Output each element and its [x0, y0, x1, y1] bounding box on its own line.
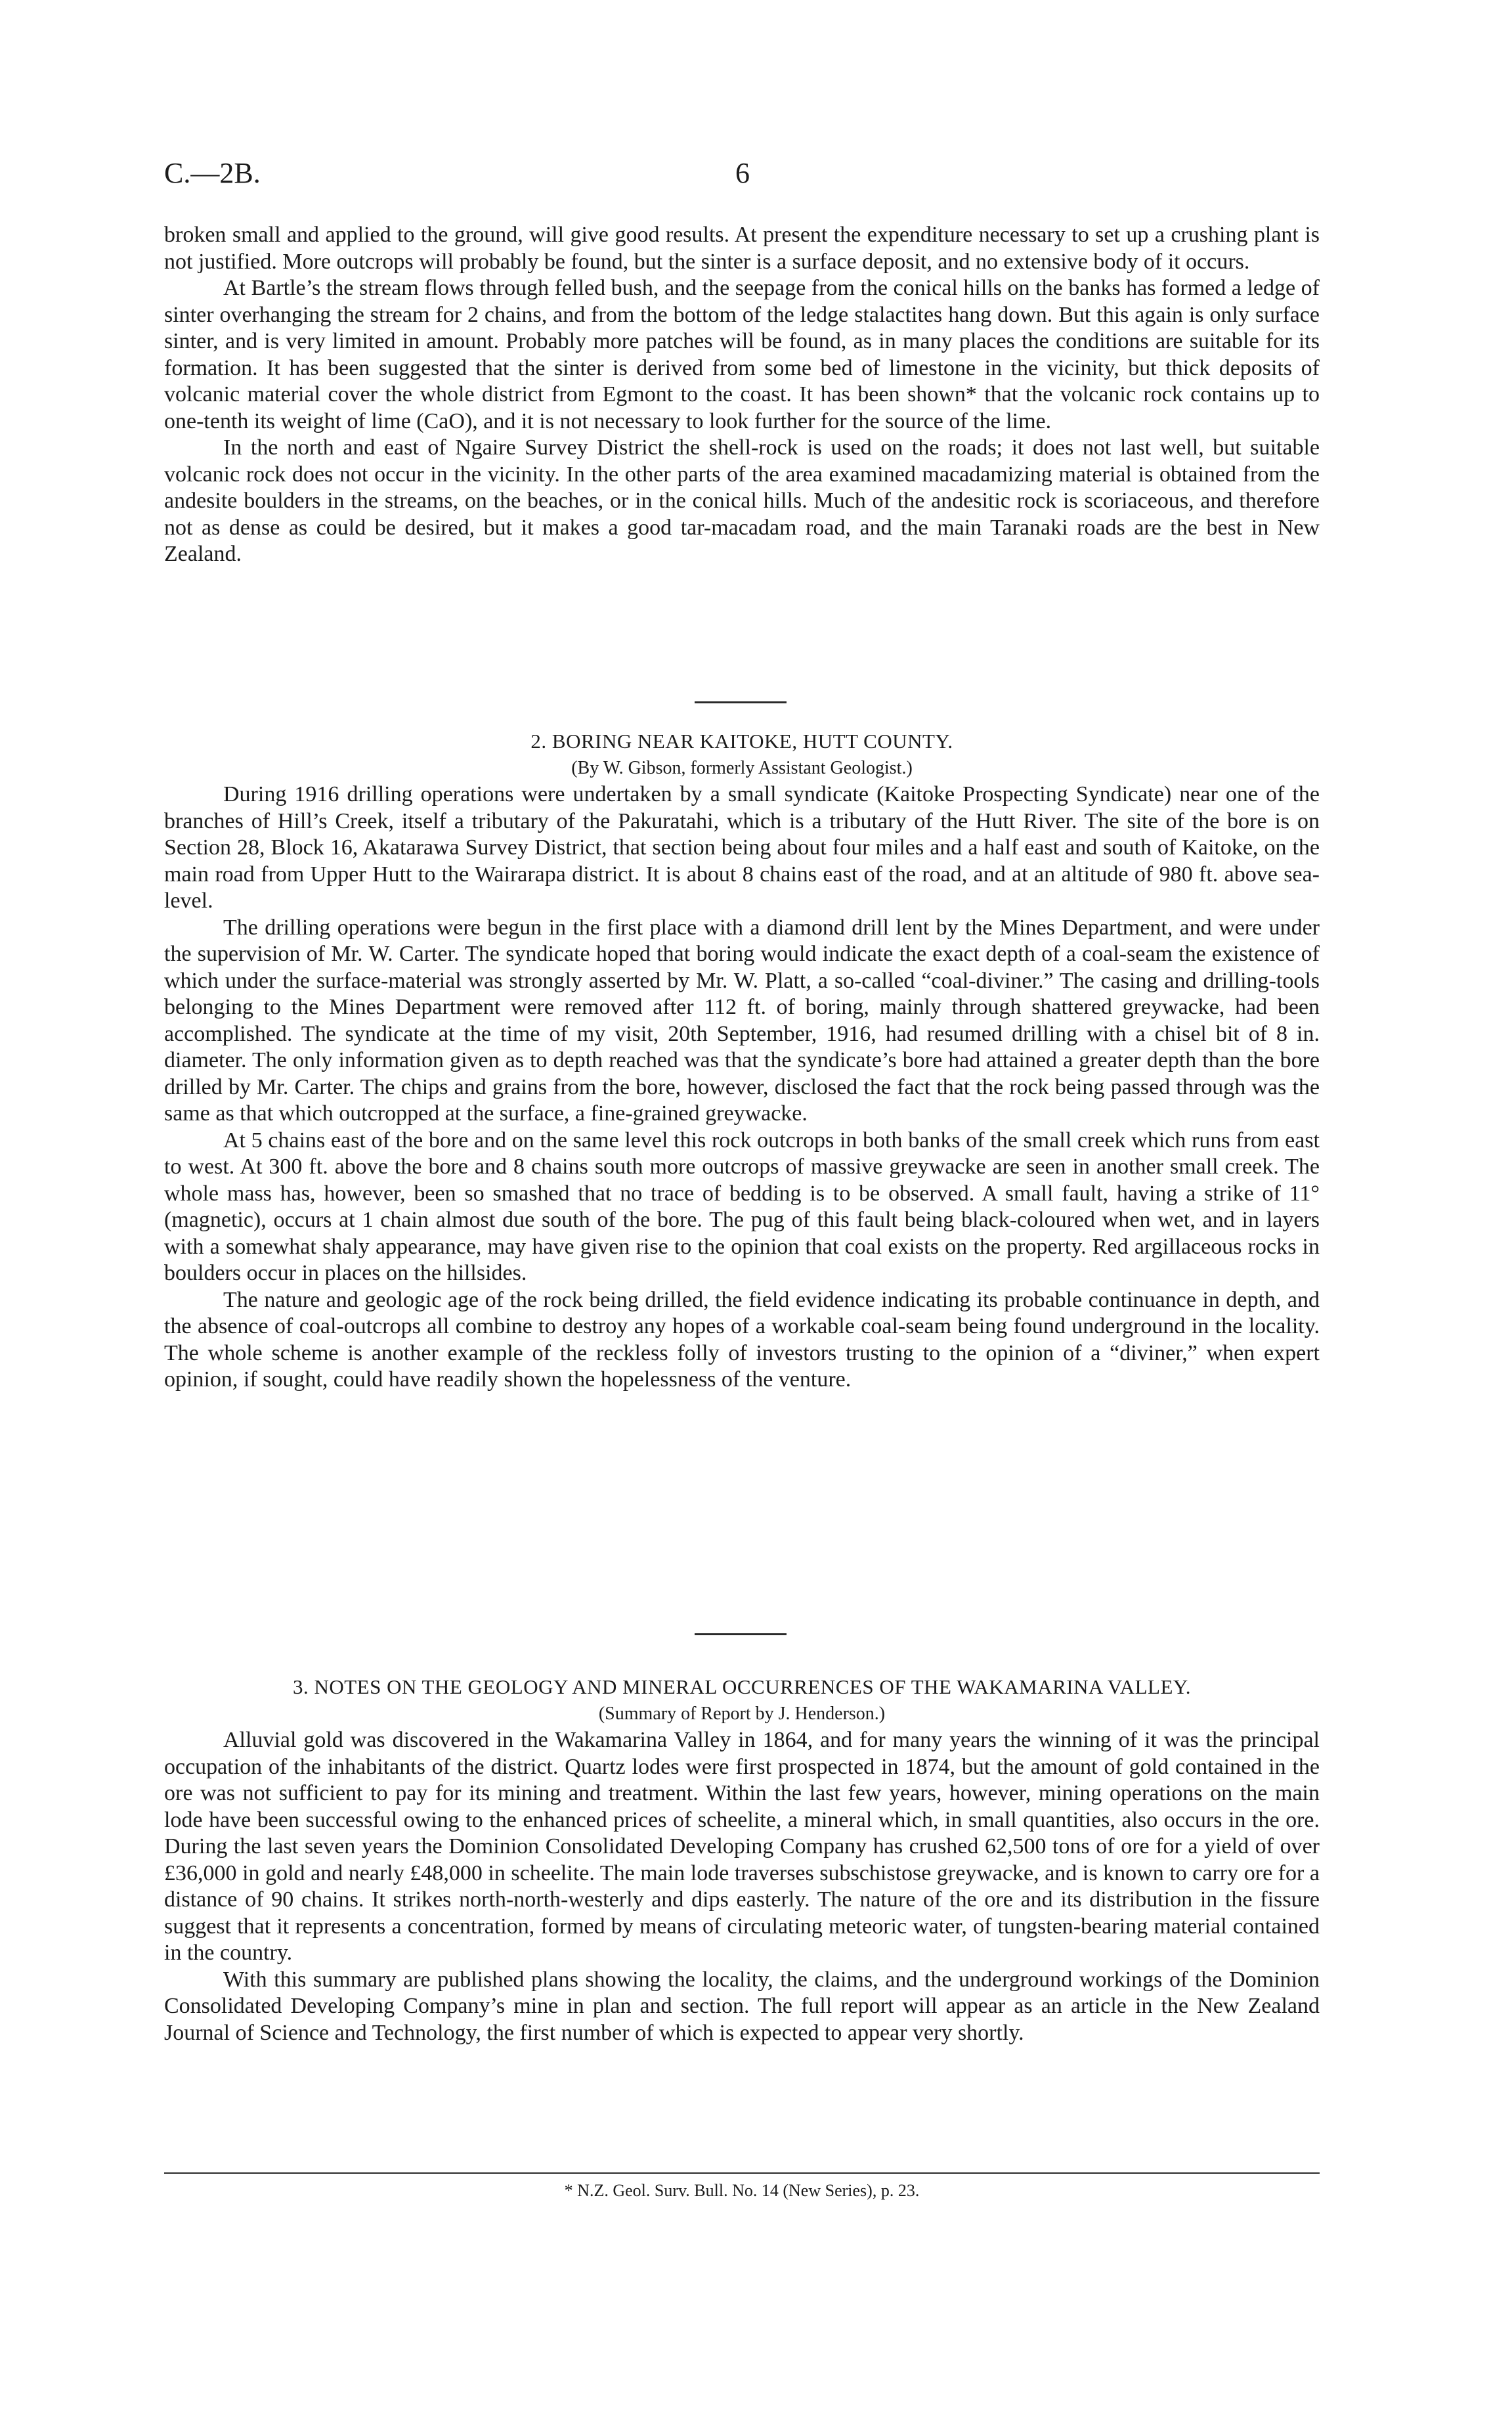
- section-paragraph: At 5 chains east of the bore and on the same level this rock outcrops in both banks of the small creek which runs from east to west. At 300 ft. above the bore and 8 chains south more outcrops of massive greywacke are seen in another small creek. The whole mass has, however, been so smashed that no trace of bedding is to be observed. A small fault, having a strike of 11° (magnetic), occurs at 1 chain almost due south of the bore. The pug of this fault being black-coloured when wet, and in layers with a somewhat shaly appearance, may have given rise to the opinion that coal exists on the property. Red argillaceous rocks in boulders occur in places on the hillsides.: [164, 1128, 1320, 1285]
- page-header: [164, 156, 1320, 196]
- intro-paragraph: In the north and east of Ngaire Survey District the shell-rock is used on the roads; it does not last well, but suitable volcanic rock does not occur in the vicinity. In the other parts of the area examined macadamizing material is obtained from the andesite boulders in the streams, on the beaches, or in the conical hills. Much of the andesitic rock is scoriaceous, and therefore not as dense as could be desired, but it makes a good tar-macadam road, and the main Taranaki roads are the best in New Zealand.: [164, 435, 1320, 566]
- section-heading: 2. BORING NEAR KAITOKE, HUTT COUNTY.: [530, 730, 953, 753]
- section-byline: (Summary of Report by J. Henderson.): [598, 1704, 886, 1724]
- section-paragraph: With this summary are published plans showing the locality, the claims, and the underground workings of the Dominion Consolidated Developing Company’s mine in plan and section. The full report will appear as an article in the New Zealand Journal of Science and Technology, the first number of which is expected to appear very shortly.: [164, 1967, 1320, 2045]
- section-heading: 3. NOTES ON THE GEOLOGY AND MINERAL OCCURRENCES OF THE WAKAMARINA VALLEY.: [292, 1675, 1192, 1698]
- section-divider: [695, 701, 787, 703]
- section-byline: (By W. Gibson, formerly Assistant Geologist.): [571, 758, 913, 778]
- page-number: 6: [735, 157, 750, 189]
- footnote: * N.Z. Geol. Surv. Bull. No. 14 (New Series), p. 23.: [564, 2181, 920, 2200]
- intro-paragraph: At Bartle’s the stream flows through felled bush, and the seepage from the conical hills on the banks has formed a ledge of sinter overhanging the stream for 2 chains, and from the bottom of the ledge stalactites hang down. But this again is only surface sinter, and is very limited in amount. Probably more patches will be found, as in many places the conditions are suitable for its formation. It has been suggested that the sinter is derived from some bed of limestone in the vicinity, but thick deposits of volcanic material cover the whole district from Egmont to the coast. It has been shown* that the volcanic rock contains up to one-tenth its weight of lime (CaO), and it is not necessary to look further for the source of the lime.: [164, 276, 1320, 433]
- intro-paragraph: broken small and applied to the ground, will give good results. At present the expenditure necessary to set up a crushing plant is not justified. More outcrops will probably be found, but the sinter is a surface deposit, and no extensive body of it occurs.: [164, 223, 1320, 274]
- section-2: [164, 728, 1320, 1394]
- intro-section: [164, 222, 1320, 568]
- section-paragraph: The nature and geologic age of the rock being drilled, the field evidence indicating its probable continuance in depth, and the absence of coal-outcrops all combine to destroy any hopes of a workable coal-seam being found underground in the locality. The whole scheme is another example of the reckless folly of investors trusting to the opinion of a “diviner,” when expert opinion, if sought, could have readily shown the hopelessness of the venture.: [164, 1287, 1320, 1392]
- section-paragraph: The drilling operations were begun in the first place with a diamond drill lent by the Mines Department, and were under the supervision of Mr. W. Carter. The syndicate hoped that boring would indicate the exact depth of a coal-seam the existence of which under the surface-material was strongly asserted by Mr. W. Platt, a so-called “coal-diviner.” The casing and drilling-tools belonging to the Mines Department were removed after 112 ft. of boring, mainly through shattered greywacke, had been accomplished. The syndicate at the time of my visit, 20th September, 1916, had resumed drilling with a chisel bit of 8 in. diameter. The only information given as to depth reached was that the syndicate’s bore had attained a greater depth than the bore drilled by Mr. Carter. The chips and grains from the bore, however, disclosed the fact that the rock being passed through was the same as that which outcropped at the surface, a fine-grained greywacke.: [164, 915, 1320, 1126]
- footnote-rule: [164, 2172, 1320, 2174]
- section-divider: [695, 1633, 787, 1635]
- section-paragraph: Alluvial gold was discovered in the Wakamarina Valley in 1864, and for many years the winning of it was the principal occupation of the inhabitants of the district. Quartz lodes were first prospected in 1874, but the amount of gold contained in the ore was not sufficient to pay for its mining and treatment. Within the last few years, however, mining operations on the main lode have been successful owing to the enhanced prices of scheelite, a mineral which, in small quantities, also occurs in the ore. During the last seven years the Dominion Consolidated Developing Company has crushed 62,500 tons of ore for a yield of over £36,000 in gold and nearly £48,000 in scheelite. The main lode traverses subschistose greywacke, and is known to carry ore for a distance of 90 chains. It strikes north-north-westerly and dips easterly. The nature of the ore and its distribution in the fissure suggest that it represents a concentration, formed by means of circulating meteoric water, of tungsten-bearing material contained in the country.: [164, 1728, 1320, 1965]
- section-3: [164, 1673, 1320, 2046]
- section-paragraph: During 1916 drilling operations were undertaken by a small syndicate (Kaitoke Prospecting Syndicate) near one of the branches of Hill’s Creek, itself a tributary of the Pakuratahi, which is a tributary of the Hutt River. The site of the bore is on Section 28, Block 16, Akatarawa Survey District, that section being about four miles and a half east and south of Kaitoke, on the main road from Upper Hutt to the Wairarapa district. It is about 8 chains east of the road, and at an altitude of 980 ft. above sea-level.: [164, 782, 1320, 913]
- document-reference: C.—2B.: [164, 157, 261, 189]
